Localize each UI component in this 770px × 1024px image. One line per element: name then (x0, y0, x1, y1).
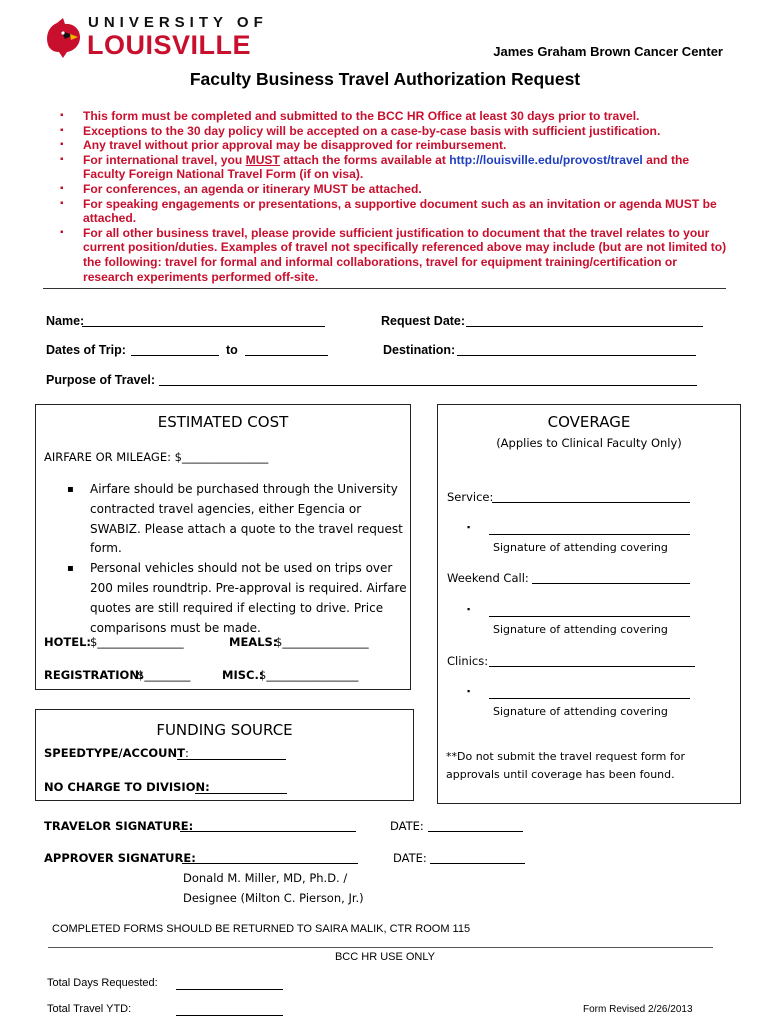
center-name: James Graham Brown Cancer Center (493, 44, 723, 59)
purpose-field[interactable] (159, 385, 697, 386)
instruction-item: ▪ Any travel without prior approval may be disapproved for reimbursement. (58, 138, 728, 153)
bullet-square: ▪ (467, 604, 471, 614)
destination-label: Destination: (383, 343, 456, 357)
weekend-call-label: Weekend Call: (447, 571, 529, 585)
request-date-label: Request Date: (381, 314, 466, 328)
total-days-label: Total Days Requested: (47, 977, 158, 989)
approver-designee: Designee (Milton C. Pierson, Jr.) (183, 891, 364, 905)
cardinal-logo-icon (43, 17, 83, 59)
page-title: Faculty Business Travel Authorization Request (189, 69, 581, 89)
traveler-date-field[interactable] (428, 831, 523, 832)
destination-field[interactable] (457, 355, 696, 356)
signature-caption: Signature of attending covering (493, 541, 668, 554)
registration-field[interactable]: $________ (137, 668, 191, 682)
trip-end-field[interactable] (245, 355, 328, 356)
name-label: Name: (46, 314, 85, 328)
instruction-must: MUST (245, 152, 280, 167)
trip-start-field[interactable] (131, 355, 219, 356)
speedtype-label: SPEEDTYPE/ACCOUNT: (44, 746, 189, 760)
traveler-signature-label: TRAVELOR SIGNATURE: (44, 819, 194, 833)
estimated-cost-heading: ESTIMATED COST (157, 413, 289, 431)
divider (48, 947, 713, 948)
approver-name: Donald M. Miller, MD, Ph.D. / (183, 871, 348, 885)
service-label: Service: (447, 490, 494, 504)
hr-use-label: BCC HR USE ONLY (334, 951, 436, 963)
speedtype-field[interactable] (177, 759, 286, 760)
signature-caption: Signature of attending covering (493, 705, 668, 718)
request-date-field[interactable] (466, 326, 703, 327)
instruction-item: ▪ This form must be completed and submitted to the BCC HR Office at least 30 days prior to travel. (58, 109, 728, 124)
traveler-signature-field[interactable] (180, 831, 356, 832)
hotel-label: HOTEL: (44, 635, 92, 649)
instruction-text: and the Faculty Foreign National Travel Form (if on visa). (83, 152, 690, 182)
hotel-field[interactable]: $_______________ (90, 635, 184, 649)
traveler-date-label: DATE: (390, 819, 424, 833)
purpose-label: Purpose of Travel: (46, 373, 156, 387)
cost-note: ▪ Personal vehicles should not be used on trips over 200 miles roundtrip. Pre-approval is required. Airfare quotes are still required if electing to drive. Price comparisons must be made. (52, 559, 412, 638)
logo-university-of: UNIVERSITY OF (88, 14, 268, 31)
signature-caption: Signature of attending covering (493, 623, 668, 636)
airfare-label[interactable]: AIRFARE OR MILEAGE: $_______________ (44, 450, 269, 464)
total-ytd-label: Total Travel YTD: (47, 1003, 132, 1015)
no-charge-label: NO CHARGE TO DIVISION: (44, 780, 210, 794)
dates-of-trip-label: Dates of Trip: (46, 343, 126, 357)
approver-date-label: DATE: (393, 851, 427, 865)
approver-signature-label: APPROVER SIGNATURE: (44, 851, 196, 865)
divider (43, 288, 726, 289)
instruction-text: For international travel, you (83, 152, 246, 167)
name-field[interactable] (82, 326, 325, 327)
service-field[interactable] (492, 502, 690, 503)
coverage-heading: COVERAGE (547, 413, 631, 431)
instructions-list (58, 109, 728, 284)
service-signature-field[interactable] (489, 534, 690, 535)
total-days-field[interactable] (176, 989, 283, 990)
logo-louisville: LOUISVILLE (87, 30, 252, 60)
clinics-label: Clinics: (447, 654, 489, 668)
return-note: COMPLETED FORMS SHOULD BE RETURNED TO SAIRA MALIK, CTR ROOM 115 (52, 923, 471, 935)
weekend-call-field[interactable] (532, 583, 690, 584)
cost-notes-list (52, 480, 412, 638)
clinics-field[interactable] (489, 666, 695, 667)
to-label: to (226, 343, 238, 357)
instruction-item: ▪ For conferences, an agenda or itinerary MUST be attached. (58, 182, 728, 197)
form-revision: Form Revised 2/26/2013 (583, 1004, 693, 1015)
instruction-item: ▪ For speaking engagements or presentations, a supportive document such as an invitation or agenda MUST be attached. (58, 197, 728, 226)
weekend-signature-field[interactable] (489, 616, 690, 617)
no-charge-field[interactable] (195, 793, 287, 794)
instruction-item: ▪ Exceptions to the 30 day policy will be accepted on a case-by-case basis with sufficient justification. (58, 124, 728, 139)
total-ytd-field[interactable] (176, 1015, 283, 1016)
coverage-subheading: (Applies to Clinical Faculty Only) (496, 436, 682, 450)
funding-source-heading: FUNDING SOURCE (156, 721, 293, 739)
registration-label: REGISTRATION: (44, 668, 144, 682)
misc-field[interactable]: $________________ (259, 668, 359, 682)
bullet-square: ▪ (467, 522, 471, 532)
instruction-item: ▪ For all other business travel, please provide sufficient justification to document that the travel relates to your current position/duties. Examples of travel not specifically referenced above may include (but are not limited to) the following: travel for formal and informal collaborations, travel for equipment training/certification or research experiments performed off-site. (58, 226, 728, 284)
clinics-signature-field[interactable] (489, 698, 690, 699)
approver-signature-field[interactable] (182, 863, 358, 864)
bullet-square: ▪ (467, 686, 471, 696)
instruction-item (58, 153, 728, 182)
provost-travel-link[interactable]: http://louisville.edu/provost/travel (449, 152, 643, 167)
cost-note: ▪ Airfare should be purchased through the University contracted travel agencies, either Egencia or SWABIZ. Please attach a quote to the travel request form. (52, 480, 412, 559)
misc-label: MISC.: (222, 668, 264, 682)
instruction-text: attach the forms available at (279, 152, 450, 167)
coverage-box (437, 404, 741, 804)
coverage-note: **Do not submit the travel request form for approvals until coverage has been found. (446, 750, 686, 781)
approver-date-field[interactable] (430, 863, 525, 864)
meals-field[interactable]: $_______________ (275, 635, 369, 649)
meals-label: MEALS: (229, 635, 278, 649)
